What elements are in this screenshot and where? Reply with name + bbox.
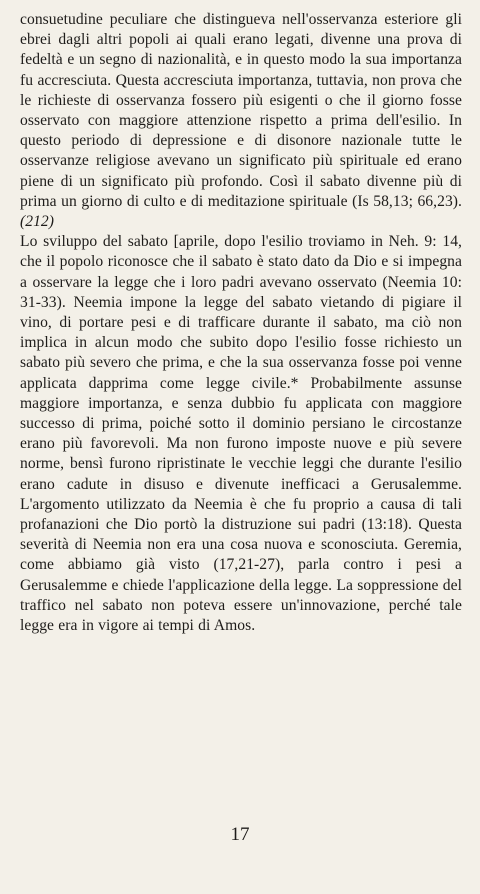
paragraph-1 bbox=[20, 10, 462, 232]
paragraph-2: Lo sviluppo del sabato [aprile, dopo l'esilio troviamo in Neh. 9: 14, che il popolo riconosce che il sabato è stato dato da Dio e si impegna a osservare la legge che i loro padri avevano osservato (Neemia 10: 31-33). Neemia impone la legge del sabato vietando di pigiare il vino, di portare pesi e di trafficare durante il sabato, ma ciò non implica in alcun modo che subito dopo l'esilio fosse richiesto un sabato più severo che prima, e che la sua osservanza fosse poi venne applicata dapprima come legge civile.* Probabilmente assunse maggiore importanza, e senza dubbio fu applicata con maggiore successo di prima, poiché sotto il dominio persiano le circostanze erano più favorevoli. Ma non furono imposte nuove e più severe norme, bensì furono ripristinate le vecchie leggi che durante l'esilio erano cadute in disuso e divenute inefficaci a Gerusalemme. L'argomento utilizzato da Neemia è che fu proprio a causa di tali profanazioni che Dio portò la distruzione sui padri (13:18). Questa severità di Neemia non era una cosa nuova e sconosciuta. Geremia, come abbiamo già visto (17,21-27), parla contro i pesi a Gerusalemme e chiede l'applicazione della legge. La soppressione del traffico nel sabato non poteva essere un'innovazione, perché tale legge era in vigore ai tempi di Amos. bbox=[20, 233, 462, 635]
footnote-reference: (212) bbox=[20, 213, 55, 231]
page-number: 17 bbox=[230, 824, 250, 845]
paragraph-1-text: consuetudine peculiare che distingueva nell'osservanza esteriore gli ebrei dagli altri popoli ai quali erano legati, divenne una prova di fedeltà e un segno di nazionalità, e in questo modo la sua importanza fu accresciuta. Questa accresciuta importanza, tuttavia, non prova che le richieste di osservanza fossero più esigenti o che il giorno fosse osservato con maggiore attenzione rispetto a prima dell'esilio. In questo periodo di depressione e di disonore nazionale tutte le osservanze religiose avevano un significato più spirituale ed erano piene di un significato più profondo. Così il sabato divenne più di prima un giorno di culto e di meditazione spirituale (Is 58,13; 66,23). bbox=[20, 11, 462, 210]
body-text bbox=[20, 10, 462, 636]
